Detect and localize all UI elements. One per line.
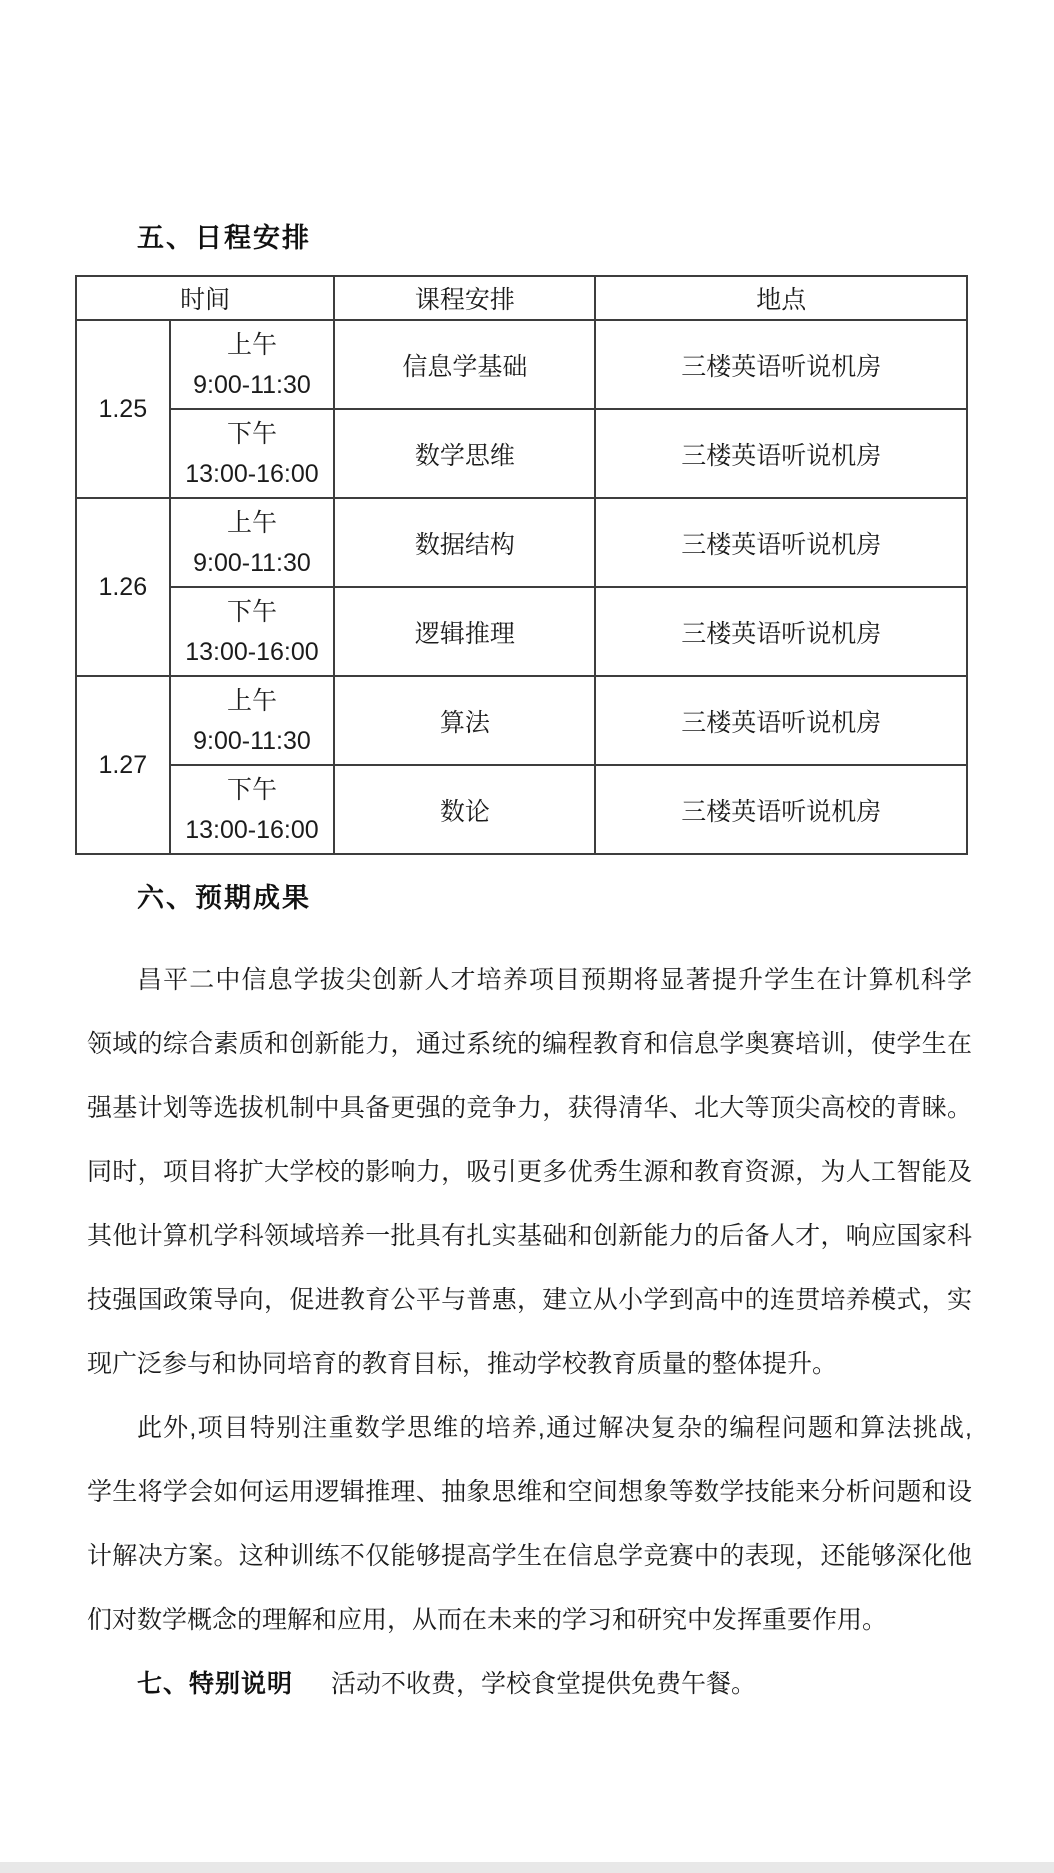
text-line: 技强国政策导向，促进教育公平与普惠，建立从小学到高中的连贯培养模式，实 <box>87 1286 972 1314</box>
paragraph-expected-results-1 <box>87 948 972 1396</box>
session-time: 9:00-11:30 <box>193 548 311 577</box>
session-time: 9:00-11:30 <box>193 726 311 755</box>
text-line: 强基计划等选拔机制中具备更强的竞争力，获得清华、北大等顶尖高校的青睐。 <box>87 1094 972 1122</box>
session-time: 13:00-16:00 <box>185 637 319 666</box>
text-line: 领域的综合素质和创新能力，通过系统的编程教育和信息学奥赛培训，使学生在 <box>87 1030 972 1058</box>
text-line: 同时，项目将扩大学校的影响力，吸引更多优秀生源和教育资源，为人工智能及 <box>87 1158 972 1186</box>
header-course: 课程安排 <box>334 276 595 320</box>
session-cell <box>170 498 335 587</box>
course-cell: 逻辑推理 <box>334 587 595 676</box>
course-cell: 数据结构 <box>334 498 595 587</box>
course-cell: 信息学基础 <box>334 320 595 409</box>
section7-heading: 七、特别说明 <box>137 1670 294 1698</box>
text-line: 计解决方案。这种训练不仅能够提高学生在信息学竞赛中的表现，还能够深化他 <box>87 1542 972 1570</box>
viewer-bottom-bar <box>0 1862 1054 1873</box>
section7-line <box>87 1652 972 1716</box>
session-cell <box>170 765 335 854</box>
text-line: 学生将学会如何运用逻辑推理、抽象思维和空间想象等数学技能来分析问题和设 <box>87 1478 972 1506</box>
table-row <box>76 409 967 498</box>
text-line: 现广泛参与和协同培育的教育目标，推动学校教育质量的整体提升。 <box>87 1350 838 1378</box>
location-cell: 三楼英语听说机房 <box>595 498 967 587</box>
schedule-table <box>75 275 968 855</box>
location-cell: 三楼英语听说机房 <box>595 587 967 676</box>
course-cell: 算法 <box>334 676 595 765</box>
course-cell: 数论 <box>334 765 595 854</box>
session-cell <box>170 587 335 676</box>
location-cell: 三楼英语听说机房 <box>595 676 967 765</box>
session-period: 上午 <box>226 686 277 715</box>
date-cell: 1.26 <box>76 498 170 676</box>
table-row <box>76 765 967 854</box>
location-cell: 三楼英语听说机房 <box>595 765 967 854</box>
section5-heading: 五、日程安排 <box>137 223 311 253</box>
text-line: 们对数学概念的理解和应用，从而在未来的学习和研究中发挥重要作用。 <box>87 1606 888 1634</box>
session-cell <box>170 409 335 498</box>
session-time: 13:00-16:00 <box>185 459 319 488</box>
date-cell: 1.25 <box>76 320 170 498</box>
session-period: 下午 <box>226 775 277 804</box>
table-row <box>76 676 967 765</box>
session-cell <box>170 320 335 409</box>
paragraph-expected-results-2 <box>87 1396 972 1652</box>
body-text <box>87 948 972 1716</box>
session-period: 下午 <box>226 419 277 448</box>
session-period: 上午 <box>226 330 277 359</box>
course-cell: 数学思维 <box>334 409 595 498</box>
session-cell <box>170 676 335 765</box>
table-row <box>76 498 967 587</box>
table-row <box>76 587 967 676</box>
section6-heading: 六、预期成果 <box>137 883 311 913</box>
header-location: 地点 <box>595 276 967 320</box>
session-time: 13:00-16:00 <box>185 815 319 844</box>
header-time: 时间 <box>76 276 334 320</box>
text-line: 此外,项目特别注重数学思维的培养,通过解决复杂的编程问题和算法挑战, <box>137 1414 972 1442</box>
table-row <box>76 320 967 409</box>
location-cell: 三楼英语听说机房 <box>595 409 967 498</box>
session-period: 下午 <box>226 597 277 626</box>
location-cell: 三楼英语听说机房 <box>595 320 967 409</box>
date-cell: 1.27 <box>76 676 170 854</box>
session-period: 上午 <box>226 508 277 537</box>
text-line: 昌平二中信息学拔尖创新人才培养项目预期将显著提升学生在计算机科学 <box>137 966 972 994</box>
text-line: 其他计算机学科领域培养一批具有扎实基础和创新能力的后备人才，响应国家科 <box>87 1222 972 1250</box>
table-header-row <box>76 276 967 320</box>
section7-note: 活动不收费，学校食堂提供免费午餐。 <box>331 1670 757 1698</box>
session-time: 9:00-11:30 <box>193 370 311 399</box>
